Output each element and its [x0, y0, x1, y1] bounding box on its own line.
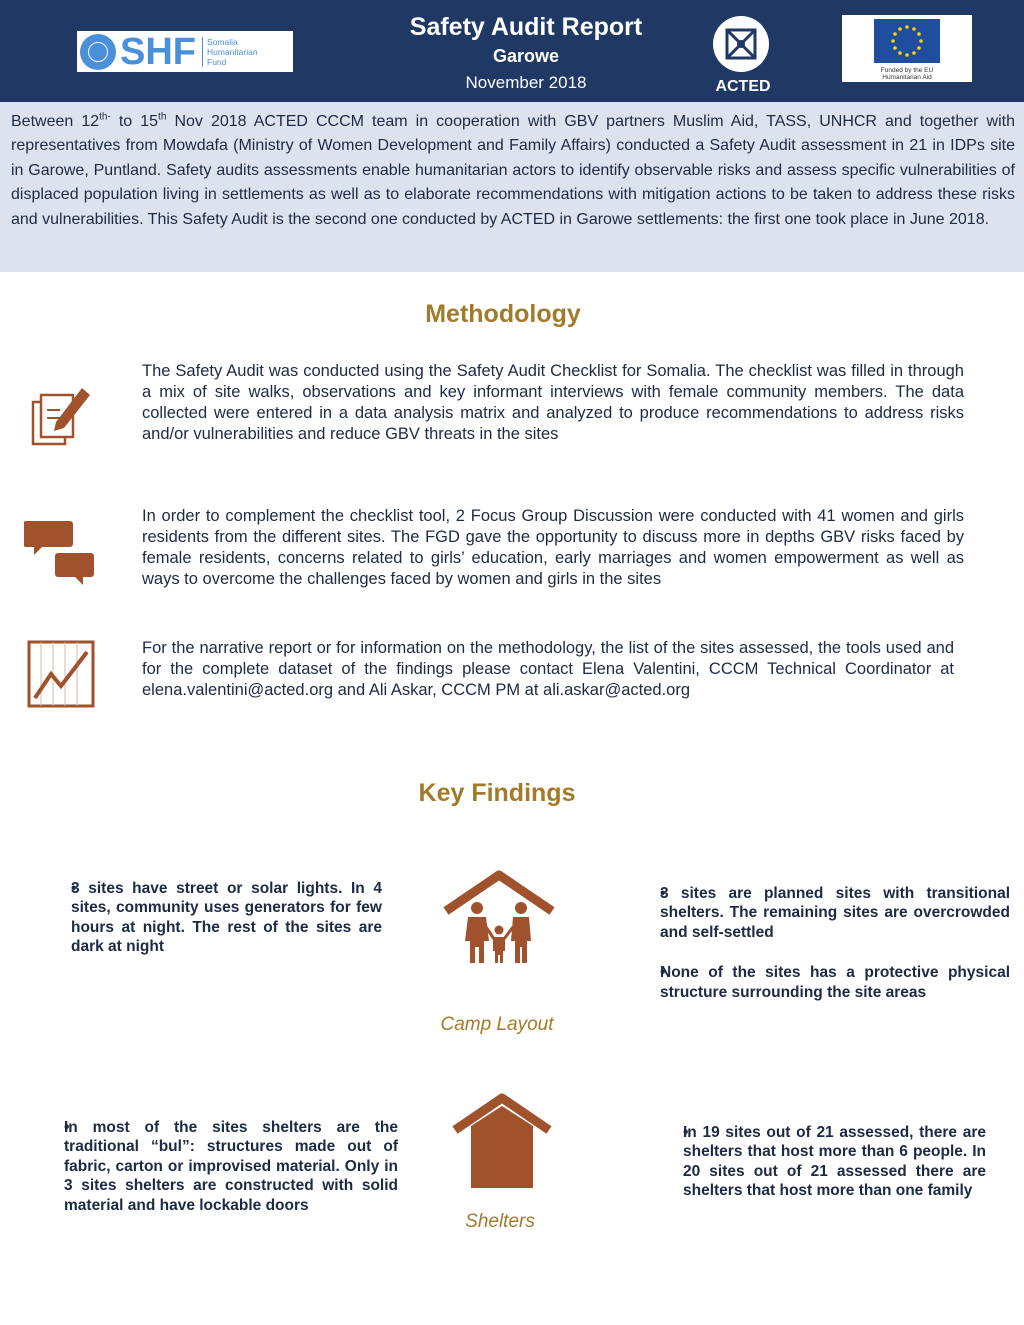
eu-caption: Funded by the EU Humanitarian Aid — [880, 67, 934, 81]
shelters-right-list — [650, 1123, 986, 1221]
shf-acronym: SHF — [120, 30, 196, 73]
report-title: Safety Audit Report — [409, 13, 643, 41]
intro-text-3: Nov 2018 ACTED CCCM team in cooperation with GBV partners Muslim Aid, TASS, UNHCR and together with representatives from Mowdafa (Ministry of Women Development and Family Affairs) conducted a Safety Audit assessment in 21 in IDPs site in Garowe, Puntland. Safety audits assessments enable humanitarian actors to identify observable risks and assess specific vulnerabilities of displaced population living in settlements as well as to elaborate recommendations with mitigation actions to be taken to address these risks and vulnerabilities. This Safety Audit is the second one conducted by ACTED in Garowe settlements: the first one took place in June 2018. — [11, 113, 1015, 228]
title-block — [376, 12, 676, 94]
finding-text: None of the sites has a protective physical structure surrounding the site areas — [660, 964, 1010, 1001]
shf-line-1: Somalia — [207, 36, 238, 47]
methodology-title: Methodology — [425, 300, 581, 328]
methodology-text-3: For the narrative report or for information on the methodology, the list of the sites assessed, the tools used and for the complete dataset of the findings please contact Elena Valentini, CCCM Technical Coordinator at elena.valentini@acted.org and Ali Askar, CCCM PM at ali.askar@acted.org — [142, 639, 954, 699]
methodology-text-1: The Safety Audit was conducted using the Safety Audit Checklist for Somalia. The checklist was filled in through a mix of site walks, observations and key informant interviews with female community members. The data collected were entered in a data analysis matrix and analyzed to produce recommendations to address risks and/or vulnerabilities and reduce GBV threats in the sites — [142, 362, 964, 443]
key-findings-title: Key Findings — [418, 779, 576, 807]
camp-layout-finding-2 — [628, 884, 1010, 942]
intro-panel — [0, 102, 1024, 272]
shf-line-2: Humanitarian — [207, 46, 258, 57]
shelters-finding-2 — [650, 1123, 986, 1201]
methodology-text-2: In order to complement the checklist tool, 2 Focus Group Discussion were conducted with 41 women and girls residents from the different sites. The FGD gave the opportunity to discuss more in depths GBV risks faced by female residents, concerns related to girls’ education, early marriages and women empowerment as well as ways to overcome the challenges faced by women and girls in the sites — [142, 507, 964, 588]
camp-layout-label: Camp Layout — [440, 1014, 554, 1035]
intro-paragraph — [11, 110, 1015, 232]
shelters-label: Shelters — [465, 1211, 535, 1232]
finding-text: 3 sites have street or solar lights. In 4 sites, community uses generators for few hours at night. The rest of the sites are dark at night — [71, 880, 382, 956]
eu-flag-icon — [874, 19, 940, 63]
acted-emblem-icon — [713, 16, 769, 72]
intro-text-1: Between 12 — [11, 113, 100, 130]
intro-sup-1: th- — [99, 111, 111, 123]
shf-line-3: Fund — [207, 56, 227, 67]
report-location: Garowe — [492, 46, 560, 66]
camp-layout-finding-1 — [38, 879, 382, 957]
camp-layout-left-list — [38, 879, 382, 977]
eu-logo — [842, 15, 972, 82]
un-emblem-icon — [80, 34, 116, 70]
acted-logo — [710, 14, 776, 98]
camp-layout-finding-3 — [628, 963, 1010, 1002]
shelters-finding-1 — [30, 1118, 398, 1215]
finding-text: 3 sites are planned sites with transitional shelters. The remaining sites are overcrowded and self-settled — [660, 885, 1010, 941]
report-date: November 2018 — [465, 73, 587, 92]
line-chart-icon — [27, 640, 97, 715]
camp-layout-right-list — [628, 884, 1010, 1022]
finding-text: In 19 sites out of 21 assessed, there are shelters that host more than 6 people. In 20 sites out of 21 assessed there are shelters that host more than one family — [683, 1124, 986, 1200]
intro-sup-2: th — [158, 111, 167, 123]
family-house-icon — [440, 867, 558, 972]
shf-logo — [77, 31, 293, 72]
shelter-house-icon — [451, 1092, 553, 1195]
shf-subtitle — [202, 37, 258, 67]
report-header — [0, 0, 1024, 102]
shelters-left-list — [30, 1118, 398, 1235]
pencil-paper-icon — [30, 380, 94, 455]
intro-text-2: to 15 — [110, 113, 159, 130]
acted-wordmark: ACTED — [715, 78, 771, 95]
finding-text: In most of the sites shelters are the traditional “bul”: structures made out of fabric, carton or improvised material. Only in 3 sites shelters are constructed with solid material and have lockable doors — [64, 1119, 398, 1214]
speech-bubbles-icon — [24, 517, 96, 592]
